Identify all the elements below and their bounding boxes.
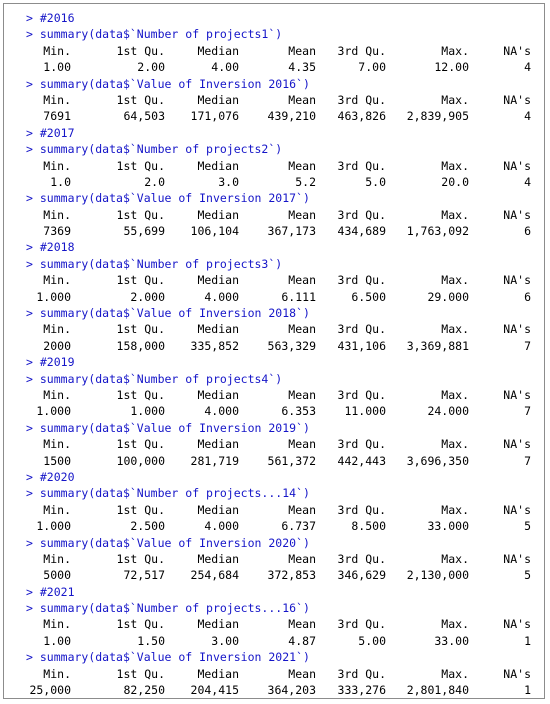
summary-header-cell: Max.	[441, 387, 469, 402]
summary-header-row	[4, 616, 544, 632]
summary-value-cell: 33.000	[427, 519, 469, 534]
command-text: #2020	[39, 469, 75, 484]
console-command-line	[4, 420, 544, 436]
console-command-line	[4, 26, 544, 42]
summary-value-cell: 4.87	[288, 633, 316, 648]
summary-header-row	[4, 321, 544, 337]
summary-values-row	[4, 403, 544, 419]
summary-value-cell: 3.00	[211, 633, 239, 648]
summary-value-cell: 1	[524, 683, 531, 698]
summary-header-cell: Median	[197, 617, 239, 632]
summary-value-cell: 364,203	[267, 683, 316, 698]
summary-value-cell: 158,000	[116, 338, 165, 353]
r-console-output	[3, 3, 545, 699]
summary-value-cell: 6.500	[351, 289, 386, 304]
summary-header-cell: Median	[197, 322, 239, 337]
summary-header-cell: NA's	[503, 92, 531, 107]
summary-header-cell: Mean	[288, 273, 316, 288]
summary-value-cell: 367,173	[267, 224, 316, 239]
prompt-symbol: >	[26, 535, 33, 550]
summary-header-cell: NA's	[503, 207, 531, 222]
command-text: summary(data$`Number of projects3`)	[39, 256, 283, 271]
summary-header-cell: Median	[197, 666, 239, 681]
summary-header-cell: Max.	[441, 207, 469, 222]
summary-value-cell: 281,719	[190, 453, 239, 468]
console-command-line	[4, 485, 544, 501]
summary-value-cell: 6.737	[281, 519, 316, 534]
summary-header-row	[4, 207, 544, 223]
console-command-line	[4, 584, 544, 600]
summary-header-cell: 3rd Qu.	[337, 666, 386, 681]
summary-header-cell: Min.	[43, 92, 71, 107]
summary-header-cell: NA's	[503, 617, 531, 632]
summary-header-cell: NA's	[503, 437, 531, 452]
summary-value-cell: 7369	[43, 224, 71, 239]
prompt-symbol: >	[26, 142, 33, 157]
summary-value-cell: 7	[524, 453, 531, 468]
prompt-symbol: >	[26, 11, 33, 25]
summary-values-row	[4, 453, 544, 469]
summary-header-cell: 3rd Qu.	[337, 502, 386, 517]
console-command-line	[4, 535, 544, 551]
summary-value-cell: 64,503	[123, 109, 165, 124]
summary-header-cell: Mean	[288, 666, 316, 681]
summary-value-cell: 1.00	[43, 60, 71, 75]
prompt-symbol: >	[26, 27, 33, 42]
summary-value-cell: 82,250	[123, 683, 165, 698]
console-command-line	[4, 190, 544, 206]
summary-header-cell: Min.	[43, 666, 71, 681]
summary-header-cell: 3rd Qu.	[337, 617, 386, 632]
summary-value-cell: 2,839,905	[406, 109, 469, 124]
summary-header-cell: Min.	[43, 437, 71, 452]
summary-header-cell: Mean	[288, 387, 316, 402]
summary-header-cell: Max.	[441, 551, 469, 566]
summary-header-cell: Min.	[43, 207, 71, 222]
summary-value-cell: 29.000	[427, 289, 469, 304]
summary-header-cell: Median	[197, 92, 239, 107]
summary-header-cell: 1st Qu.	[116, 43, 165, 58]
summary-header-cell: Max.	[441, 273, 469, 288]
prompt-symbol: >	[26, 650, 33, 665]
summary-value-cell: 335,852	[190, 338, 239, 353]
summary-value-cell: 3.0	[218, 174, 239, 189]
summary-value-cell: 2.00	[137, 60, 165, 75]
summary-value-cell: 4.000	[204, 404, 239, 419]
console-command-line	[4, 239, 544, 255]
summary-header-cell: Mean	[288, 551, 316, 566]
command-text: summary(data$`Number of projects...16`)	[39, 601, 310, 616]
summary-value-cell: 1	[524, 633, 531, 648]
summary-value-cell: 100,000	[116, 453, 165, 468]
console-command-line	[4, 305, 544, 321]
summary-value-cell: 2,130,000	[406, 568, 469, 583]
summary-header-row	[4, 436, 544, 452]
command-text: summary(data$`Number of projects...14`)	[39, 486, 310, 501]
summary-header-cell: Max.	[441, 617, 469, 632]
console-command-line	[4, 125, 544, 141]
summary-header-cell: Median	[197, 502, 239, 517]
summary-values-row	[4, 682, 544, 698]
command-text: #2016	[39, 11, 75, 25]
summary-value-cell: 8.500	[351, 519, 386, 534]
command-text: summary(data$`Value of Inversion 2016`)	[39, 76, 310, 91]
summary-header-cell: NA's	[503, 273, 531, 288]
summary-value-cell: 1.000	[36, 289, 71, 304]
command-text: summary(data$`Value of Inversion 2017`)	[39, 191, 310, 206]
prompt-symbol: >	[26, 469, 33, 484]
summary-value-cell: 2.0	[144, 174, 165, 189]
command-text: summary(data$`Value of Inversion 2018`)	[39, 306, 310, 321]
summary-value-cell: 1,763,092	[406, 224, 469, 239]
summary-value-cell: 6.353	[281, 404, 316, 419]
summary-header-row	[4, 272, 544, 288]
prompt-symbol: >	[26, 371, 33, 386]
summary-header-cell: 1st Qu.	[116, 502, 165, 517]
summary-value-cell: 24.000	[427, 404, 469, 419]
summary-header-cell: Median	[197, 207, 239, 222]
prompt-symbol: >	[26, 256, 33, 271]
prompt-symbol: >	[26, 355, 33, 370]
summary-header-cell: Max.	[441, 502, 469, 517]
summary-header-cell: NA's	[503, 158, 531, 173]
summary-header-row	[4, 551, 544, 567]
summary-header-cell: 1st Qu.	[116, 158, 165, 173]
summary-header-row	[4, 158, 544, 174]
summary-value-cell: 5.0	[365, 174, 386, 189]
summary-value-cell: 372,853	[267, 568, 316, 583]
command-text: summary(data$`Number of projects1`)	[39, 27, 283, 42]
summary-value-cell: 4.000	[204, 519, 239, 534]
command-text: #2017	[39, 125, 75, 140]
summary-header-row	[4, 92, 544, 108]
summary-header-cell: NA's	[503, 551, 531, 566]
prompt-symbol: >	[26, 601, 33, 616]
summary-header-cell: Min.	[43, 273, 71, 288]
summary-value-cell: 11.000	[344, 404, 386, 419]
summary-value-cell: 33.00	[434, 633, 469, 648]
summary-header-cell: Min.	[43, 617, 71, 632]
summary-value-cell: 1.000	[130, 404, 165, 419]
summary-values-row	[4, 338, 544, 354]
summary-value-cell: 204,415	[190, 683, 239, 698]
summary-value-cell: 2.500	[130, 519, 165, 534]
prompt-symbol: >	[26, 584, 33, 599]
summary-value-cell: 25,000	[29, 683, 71, 698]
summary-header-cell: Min.	[43, 502, 71, 517]
summary-value-cell: 5	[524, 568, 531, 583]
prompt-symbol: >	[26, 191, 33, 206]
summary-value-cell: 7	[524, 404, 531, 419]
command-text: #2018	[39, 240, 75, 255]
summary-value-cell: 4	[524, 60, 531, 75]
console-command-line	[4, 141, 544, 157]
summary-value-cell: 5.2	[295, 174, 316, 189]
command-text: #2021	[39, 584, 75, 599]
summary-header-cell: Mean	[288, 207, 316, 222]
summary-header-cell: Mean	[288, 322, 316, 337]
summary-values-row	[4, 567, 544, 583]
summary-header-row	[4, 43, 544, 59]
summary-header-cell: 3rd Qu.	[337, 387, 386, 402]
summary-header-cell: 1st Qu.	[116, 437, 165, 452]
console-command-line	[4, 649, 544, 665]
summary-value-cell: 563,329	[267, 338, 316, 353]
summary-value-cell: 6	[524, 224, 531, 239]
summary-header-cell: Median	[197, 387, 239, 402]
summary-value-cell: 463,826	[337, 109, 386, 124]
summary-value-cell: 4.35	[288, 60, 316, 75]
console-command-line	[4, 371, 544, 387]
summary-values-row	[4, 59, 544, 75]
summary-header-cell: 1st Qu.	[116, 666, 165, 681]
summary-header-cell: Median	[197, 43, 239, 58]
summary-value-cell: 2.000	[130, 289, 165, 304]
summary-value-cell: 1500	[43, 453, 71, 468]
command-text: summary(data$`Value of Inversion 2020`)	[39, 535, 310, 550]
command-text: summary(data$`Number of projects4`)	[39, 371, 283, 386]
prompt-symbol: >	[26, 306, 33, 321]
summary-header-cell: 1st Qu.	[116, 273, 165, 288]
console-command-line	[4, 256, 544, 272]
summary-header-cell: Max.	[441, 43, 469, 58]
summary-header-cell: 3rd Qu.	[337, 207, 386, 222]
summary-header-cell: 3rd Qu.	[337, 43, 386, 58]
summary-header-cell: Min.	[43, 158, 71, 173]
summary-value-cell: 4.00	[211, 60, 239, 75]
summary-header-cell: 3rd Qu.	[337, 437, 386, 452]
summary-value-cell: 12.00	[434, 60, 469, 75]
summary-header-cell: 1st Qu.	[116, 551, 165, 566]
console-command-line	[4, 469, 544, 485]
summary-header-cell: Max.	[441, 322, 469, 337]
summary-value-cell: 4.000	[204, 289, 239, 304]
summary-value-cell: 5.00	[358, 633, 386, 648]
summary-value-cell: 106,104	[190, 224, 239, 239]
summary-header-cell: Min.	[43, 387, 71, 402]
summary-header-cell: NA's	[503, 387, 531, 402]
summary-value-cell: 72,517	[123, 568, 165, 583]
summary-header-cell: Median	[197, 273, 239, 288]
summary-value-cell: 5	[524, 519, 531, 534]
summary-header-cell: 3rd Qu.	[337, 551, 386, 566]
summary-header-cell: Mean	[288, 617, 316, 632]
prompt-symbol: >	[26, 420, 33, 435]
summary-value-cell: 3,696,350	[406, 453, 469, 468]
summary-header-cell: Max.	[441, 666, 469, 681]
summary-header-cell: Max.	[441, 92, 469, 107]
summary-value-cell: 434,689	[337, 224, 386, 239]
command-text: summary(data$`Value of Inversion 2021`)	[39, 650, 310, 665]
summary-value-cell: 2000	[43, 338, 71, 353]
summary-header-row	[4, 502, 544, 518]
summary-header-cell: 3rd Qu.	[337, 158, 386, 173]
summary-value-cell: 55,699	[123, 224, 165, 239]
summary-header-row	[4, 666, 544, 682]
summary-value-cell: 1.50	[137, 633, 165, 648]
summary-header-row	[4, 387, 544, 403]
summary-value-cell: 1.00	[43, 633, 71, 648]
summary-value-cell: 439,210	[267, 109, 316, 124]
summary-value-cell: 2,801,840	[406, 683, 469, 698]
summary-value-cell: 4	[524, 109, 531, 124]
console-command-line	[4, 10, 544, 26]
summary-value-cell: 6	[524, 289, 531, 304]
summary-header-cell: Mean	[288, 92, 316, 107]
summary-value-cell: 5000	[43, 568, 71, 583]
summary-header-cell: 1st Qu.	[116, 387, 165, 402]
summary-value-cell: 333,276	[337, 683, 386, 698]
summary-header-cell: 3rd Qu.	[337, 322, 386, 337]
summary-value-cell: 6.111	[281, 289, 316, 304]
prompt-symbol: >	[26, 125, 33, 140]
command-text: summary(data$`Value of Inversion 2019`)	[39, 420, 310, 435]
summary-header-cell: NA's	[503, 502, 531, 517]
summary-value-cell: 346,629	[337, 568, 386, 583]
summary-header-cell: Min.	[43, 551, 71, 566]
console-command-line	[4, 354, 544, 370]
summary-header-cell: Min.	[43, 322, 71, 337]
summary-values-row	[4, 223, 544, 239]
summary-header-cell: NA's	[503, 43, 531, 58]
summary-value-cell: 7691	[43, 109, 71, 124]
summary-values-row	[4, 108, 544, 124]
summary-header-cell: Median	[197, 437, 239, 452]
summary-value-cell: 3,369,881	[406, 338, 469, 353]
summary-value-cell: 1.0	[50, 174, 71, 189]
command-text: #2019	[39, 355, 75, 370]
summary-header-cell: Median	[197, 551, 239, 566]
console-command-line	[4, 76, 544, 92]
summary-header-cell: Mean	[288, 158, 316, 173]
summary-value-cell: 254,684	[190, 568, 239, 583]
summary-value-cell: 7.00	[358, 60, 386, 75]
summary-value-cell: 171,076	[190, 109, 239, 124]
summary-value-cell: 431,106	[337, 338, 386, 353]
summary-header-cell: Min.	[43, 43, 71, 58]
summary-header-cell: 1st Qu.	[116, 322, 165, 337]
command-text: summary(data$`Number of projects2`)	[39, 142, 283, 157]
summary-header-cell: 3rd Qu.	[337, 273, 386, 288]
summary-header-cell: 3rd Qu.	[337, 92, 386, 107]
summary-header-cell: Mean	[288, 43, 316, 58]
summary-header-cell: NA's	[503, 666, 531, 681]
summary-value-cell: 1.000	[36, 404, 71, 419]
summary-values-row	[4, 289, 544, 305]
prompt-symbol: >	[26, 76, 33, 91]
summary-value-cell: 4	[524, 174, 531, 189]
summary-values-row	[4, 633, 544, 649]
summary-header-cell: Max.	[441, 158, 469, 173]
summary-header-cell: Mean	[288, 437, 316, 452]
summary-value-cell: 20.0	[441, 174, 469, 189]
summary-value-cell: 7	[524, 338, 531, 353]
summary-value-cell: 561,372	[267, 453, 316, 468]
summary-value-cell: 442,443	[337, 453, 386, 468]
summary-header-cell: Mean	[288, 502, 316, 517]
summary-value-cell: 1.000	[36, 519, 71, 534]
summary-values-row	[4, 174, 544, 190]
prompt-symbol: >	[26, 240, 33, 255]
summary-header-cell: NA's	[503, 322, 531, 337]
summary-header-cell: 1st Qu.	[116, 207, 165, 222]
summary-header-cell: 1st Qu.	[116, 92, 165, 107]
prompt-symbol: >	[26, 486, 33, 501]
summary-header-cell: Median	[197, 158, 239, 173]
console-command-line	[4, 600, 544, 616]
summary-values-row	[4, 518, 544, 534]
summary-header-cell: 1st Qu.	[116, 617, 165, 632]
summary-header-cell: Max.	[441, 437, 469, 452]
